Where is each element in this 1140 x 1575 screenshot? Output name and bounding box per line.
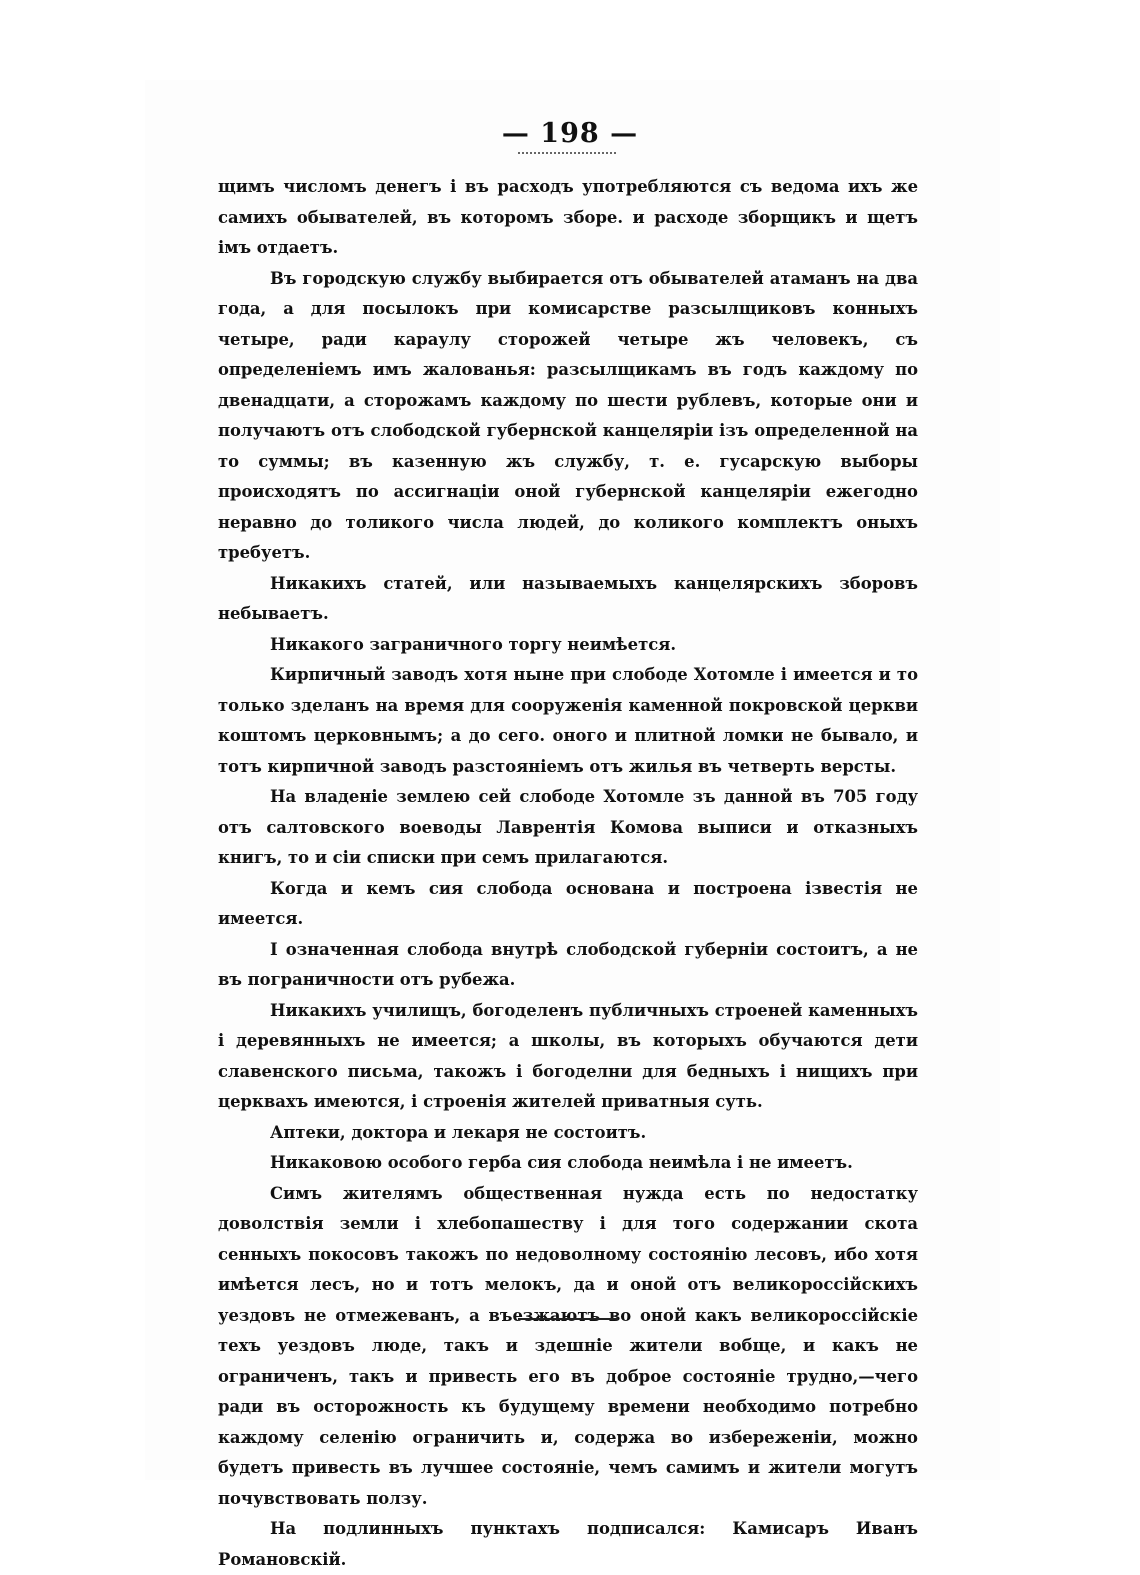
- paragraph-no-fees: Никакихъ статей, или называемыхъ канцелярскихъ зборовъ небываетъ.: [218, 573, 918, 623]
- paragraph-founding: Когда и кемъ сия слобода основана и построена ізвестія не имеется.: [218, 878, 918, 928]
- paragraph-public-need: Симъ жителямъ общественная нужда есть по недостатку доволствія земли і хлебопашеству і для того содержании скота сенныхъ покосовъ такожъ по недоволному состоянію лесовъ, ибо хотя имѣется лесъ, но и тотъ мелокъ, да и оной отъ великороссійскихъ уездовъ не отмежеванъ, а въезжаютъ во оной какъ великороссійскіе техъ уездовъ люде, такъ и здешніе жители вобще, и какъ не ограниченъ, такъ и привесть его въ доброе состояніе трудно,—чего ради въ осторожность къ будущему времени необходимо потребно каждому селенію ограничить и, содержа во избереженіи, можно будетъ привесть въ лучшее состояніе, чемъ самимъ и жители могутъ почувствовать ползу.: [218, 1183, 918, 1508]
- paragraph-location: І означенная слобода внутрѣ слободской губерніи состоитъ, а не въ пограничности отъ рубежа.: [218, 939, 918, 989]
- paragraph-pharmacies: Аптеки, доктора и лекаря не состоитъ.: [270, 1122, 647, 1142]
- paragraph-schools: Никакихъ училищъ, богоделенъ публичныхъ строеней каменныхъ і деревянныхъ не имеется; а школы, въ которыхъ обучаются дети славенского письма, такожъ і богоделни для бедныхъ і нищихъ при церквахъ имеются, і строенія жителей приватныя суть.: [218, 1000, 918, 1111]
- closing-rule: [518, 1318, 618, 1320]
- paragraph-signature: На подлинныхъ пунктахъ подписался: Камисаръ Иванъ Романовскій.: [218, 1519, 918, 1569]
- paragraph-continuation: щимъ числомъ денегъ і въ расходъ употребляются съ ведома ихъ же самихъ обывателей, въ которомъ зборе. и расходе зборщикъ и щетъ імъ отдаетъ.: [218, 177, 918, 257]
- paragraph-coat-of-arms: Никаковою особого герба сия слобода неимѣла і не имеетъ.: [270, 1153, 853, 1172]
- paragraph-city-service: Въ городскую службу выбирается отъ обывателей атаманъ на два года, а для посылокъ при комисарстве разсылщиковъ конныхъ четыре, ради караулу сторожей четыре жъ человекъ, съ определеніемъ имъ жалованья: разсылщикамъ въ годъ каждому по двенадцати, а сторожамъ каждому по шести рублевъ, которые они и получаютъ отъ слободской губернской канцеляріи ізъ определенной на то суммы; въ казенную жъ службу, т. е. гусарскую выборы происходятъ по ассигнаціи оной губернской канцеляріи ежегодно неравно до толикого числа людей, до коликого комплектъ оныхъ требуетъ.: [218, 268, 918, 562]
- paragraph-brick-factory: Кирпичный заводъ хотя ныне при слободе Хотомле і имеется и то только зделанъ на время для сооруженія каменной покровской церкви коштомъ церковнымъ; а до сего. оного и плитной ломки не бывало, и тотъ кирпичной заводъ разстояніемъ отъ жилья въ четверть версты.: [218, 665, 918, 776]
- document-body: [218, 172, 918, 1575]
- paragraph-no-foreign-trade: Никакого заграничного торгу неимѣется.: [270, 634, 677, 654]
- page-number: — 198 —: [501, 118, 639, 149]
- paragraph-land-ownership: На владеніе землею сей слободе Хотомле зъ данной въ 705 году отъ салтовского воеводы Лаврентія Комова выписи и отказныхъ книгъ, то и сіи списки при семъ прилагаются.: [218, 787, 918, 867]
- page-number-ornament: [518, 144, 616, 154]
